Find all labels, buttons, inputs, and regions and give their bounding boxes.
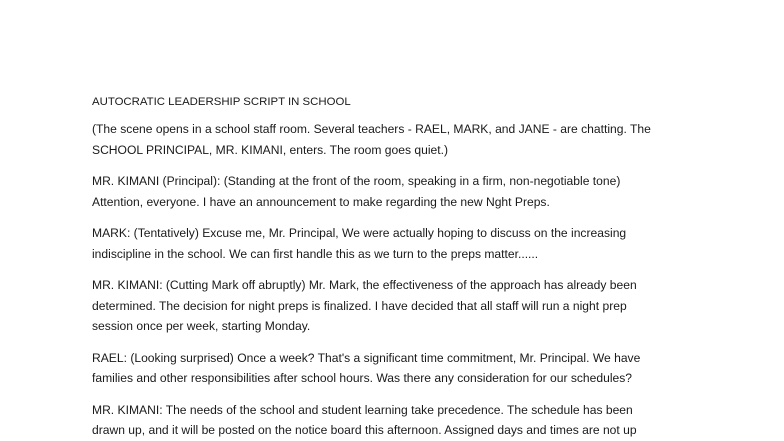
paragraph-rael-response	[92, 348, 702, 389]
paragraph-mark-response	[92, 223, 702, 264]
paragraph-kimani-decision	[92, 275, 702, 337]
document-title: AUTOCRATIC LEADERSHIP SCRIPT IN SCHOOL	[92, 96, 351, 108]
text-line: RAEL: (Looking surprised) Once a week? That's a significant time commitment, Mr. Principal. We have	[92, 350, 641, 365]
text-line: SCHOOL PRINCIPAL, MR. KIMANI, enters. The room goes quiet.)	[92, 142, 448, 157]
text-line: drawn up, and it will be posted on the notice board this afternoon. Assigned days and times are not up	[92, 423, 637, 437]
paragraph-scene-intro	[92, 119, 702, 160]
text-line: indiscipline in the school. We can first handle this as we turn to the preps matter......	[92, 246, 539, 261]
text-line: MR. KIMANI: The needs of the school and student learning take precedence. The schedule has been	[92, 402, 633, 417]
paragraph-kimani-schedule	[92, 400, 702, 441]
text-line: families and other responsibilities after school hours. Was there any consideration for our schedules?	[92, 371, 633, 385]
paragraph-kimani-announcement	[92, 171, 702, 212]
text-line: session once per week, starting Monday.	[92, 319, 311, 333]
text-line: MR. KIMANI (Principal): (Standing at the front of the room, speaking in a firm, non-negotiable tone)	[92, 174, 621, 188]
text-line: Attention, everyone. I have an announcement to make regarding the new Nght Preps.	[92, 194, 550, 209]
text-line: MR. KIMANI: (Cutting Mark off abruptly) Mr. Mark, the effectiveness of the approach has already been	[92, 278, 637, 292]
document-body	[92, 95, 702, 441]
text-line: (The scene opens in a school staff room. Several teachers - RAEL, MARK, and JANE - are chatting. The	[92, 122, 651, 136]
text-line: determined. The decision for night preps is finalized. I have decided that all staff will run a night prep	[92, 298, 627, 313]
text-line: MARK: (Tentatively) Excuse me, Mr. Principal, We were actually hoping to discuss on the increasing	[92, 226, 627, 240]
